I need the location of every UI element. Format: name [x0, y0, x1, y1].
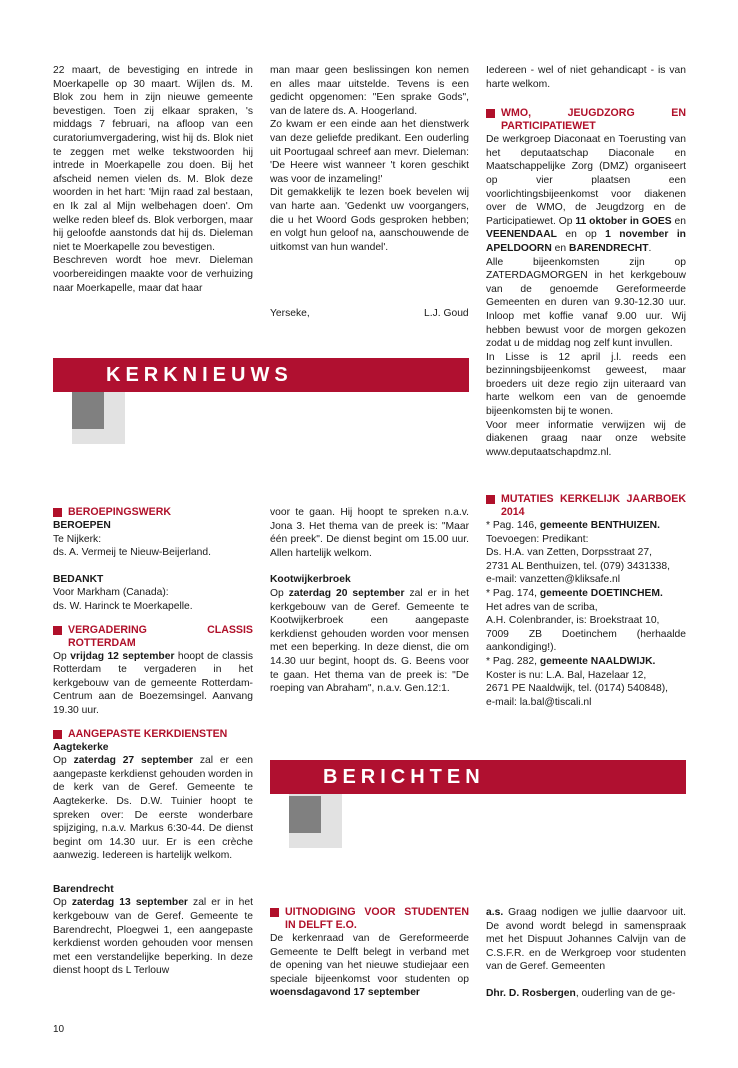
paragraph: man maar geen beslissingen kon nemen en alles maar uitstelde. Tevens is een gedicht opgenomen: "Een sprake Gods", van de latere ds. A. Hoogerland. [270, 65, 469, 117]
text-line: Ds. H.A. van Zetten, Dorpsstraat 27, [486, 547, 652, 559]
section-heading: WMO, JEUGDZORG EN PARTICIPATIEWET [486, 107, 686, 133]
col2-top [270, 64, 469, 254]
col1-top [53, 64, 253, 295]
section-heading: VERGADERING CLASSIS ROTTERDAM [53, 624, 253, 650]
section-heading: UITNODIGING VOOR STUDENTEN IN DELFT E.O. [270, 906, 469, 932]
paragraph: Op vrijdag 12 september hoopt de classis Rotterdam te vergaderen in het kerkgebouw van de gemeente Rotterdam-Centrum aan de Boezemsingel. Aanvang 19.30 uur. [53, 650, 253, 716]
paragraph: Dhr. D. Rosbergen, ouderling van de ge- [486, 987, 676, 999]
text-line: Te Nijkerk: [53, 533, 102, 545]
col3-bottom [486, 906, 686, 1001]
paragraph: voor te gaan. Hij hoopt te spreken n.a.v. Jona 3. Het thema van de preek is: "Maar één preek". De dienst begint om 15.00 uur. Allen hartelijk welkom. [270, 507, 469, 559]
text-line: Voor Markham (Canada): [53, 587, 169, 599]
text-line: 2671 PE Naaldwijk, tel. (0174) 540848), [486, 683, 669, 695]
paragraph: Zo kwam er een einde aan het dienstwerk van deze geliefde predikant. Een ouderling uit Poortugaal schreef aan mevr. Dieleman: 'De Heere wist wanneer 't koren geschikt was voor de inzameling!' [270, 119, 469, 185]
paragraph: Alle bijeenkomsten zijn op ZATERDAGMORGEN in het kerkgebouw van de genoemde Gereformeerde Gemeenten en duren van 9.30-12.30 uur. Inloop met koffie vanaf 9.00 uur. Wij hebben bewust voor de morgen gekozen zodat u de middag nog zelf kunt invullen. [486, 256, 686, 350]
banner-decoration-dark [289, 796, 321, 833]
text-line: ds. W. Harinck te Moerkapelle. [53, 600, 193, 612]
label: BEDANKT [53, 573, 104, 585]
signature-author: L.J. Goud [424, 308, 469, 319]
banner-decoration-dark [72, 392, 104, 429]
text-line: ds. A. Vermeij te Nieuw-Beijerland. [53, 547, 211, 559]
bullet-square-icon [270, 908, 279, 917]
text-line: Koster is nu: L.A. Bal, Hazelaar 12, [486, 669, 647, 681]
col2-lower [270, 506, 469, 696]
text-line: e-mail: vanzetten@kliksafe.nl [486, 574, 621, 586]
text-line: A.H. Colenbrander, is: Broekstraat 10, [486, 615, 660, 627]
paragraph: Op zaterdag 13 september zal er in het kerkgebouw van de Geref. Gemeente te Barendrecht, Ploegwei 1, een aangepaste kerkdienst worden gehouden voor mensen met een verstandelijke beperking. In deze dienst hoopt ds L Terlouw [53, 897, 253, 977]
col3-lower [486, 493, 686, 709]
label: Barendrecht [53, 883, 114, 895]
bullet-square-icon [486, 495, 495, 504]
label: Aagtekerke [53, 741, 109, 753]
kerknieuws-title: KERKNIEUWS [106, 364, 293, 386]
text-line: 2731 AL Benthuizen, tel. (079) 3431338, [486, 560, 670, 572]
text-line: Het adres van de scriba, [486, 601, 598, 613]
text-line: 7009 ZB Doetinchem (herhaalde aankondiging!). [486, 628, 686, 654]
label: Kootwijkerbroek [270, 574, 351, 586]
bullet-square-icon [486, 109, 495, 118]
signature-place: Yerseke, [270, 308, 310, 319]
col2-bottom [270, 906, 469, 1000]
bullet-square-icon [53, 508, 62, 517]
col1-lower [53, 506, 253, 978]
section-heading: AANGEPASTE KERKDIENSTEN [53, 728, 253, 741]
bullet-square-icon [53, 730, 62, 739]
label: BEROEPEN [53, 520, 111, 531]
section-heading: MUTATIES KERKELIJK JAARBOEK 2014 [486, 493, 686, 519]
col3-top [486, 64, 686, 459]
paragraph: De kerkenraad van de Gereformeerde Gemeente te Delft belegt in verband met de opening van het nieuwe studiejaar een speciale bijeenkomst voor studenten op woensdagavond 17 september [270, 933, 469, 999]
text-line: * Pag. 146, gemeente BENTHUIZEN. [486, 520, 660, 531]
paragraph: 22 maart, de bevestiging en intrede in Moerkapelle op 30 maart. Wijlen ds. M. Blok zou hem in zijn nieuwe gemeente bevestigen. Toen zij elkaar spraken, 's middags 7 februari, na afloop van een curatoriumvergadering, wist hij ds. Blok niet te zeggen met welke tekstwoorden hij intrede in Moerkapelle zou doen. Bij het afscheid nemen vielen ds. M. Blok deze woorden in het hart: 'Mijn raad zal bestaan, en Ik zal al Mijn welbehagen doen'. Om welke reden bleef ds. Blok verborgen, maar hij geloofde aanstonds dat hij ds. Dieleman niet te Moerkapelle zou bevestigen. [53, 65, 253, 253]
paragraph: Op zaterdag 20 september zal er in het kerkgebouw van de Geref. Gemeente te Kootwijkerbroek een aangepaste kerkdienst gehouden worden voor mensen met een beperking. In deze dienst, die om 14.30 uur begint, hoopt ds. G. Beens voor te gaan. Het thema van de preek is: "De roeping van Abraham", n.a.v. Gen.12:1. [270, 587, 469, 695]
paragraph: Beschreven wordt hoe mevr. Dieleman voorbereidingen maakte voor de verhuizing naar Moerkapelle, maar dat haar [53, 255, 253, 294]
bullet-square-icon [53, 626, 62, 635]
paragraph: Iedereen - wel of niet gehandicapt - is van harte welkom. [486, 65, 686, 90]
paragraph: a.s. Graag nodigen we jullie daarvoor uit. De avond wordt belegd in samenspraak met het Dispuut Johannes Calvijn van de C.S.F.R. en de Werkgroep voor studenten van de Geref. Gemeenten [486, 907, 686, 973]
berichten-title: BERICHTEN [323, 766, 485, 788]
paragraph: Voor meer informatie verwijzen wij de diakenen graag naar onze website www.deputaatschapdmz.nl. [486, 419, 686, 458]
text-line: * Pag. 174, gemeente DOETINCHEM. [486, 587, 663, 599]
paragraph: In Lisse is 12 april j.l. reeds een bezinningsbijeenkomst geweest, maar broeders uit deze regio zijn uiteraard van harte welkom een van de genoemde bijeenkomsten bij te wonen. [486, 351, 686, 418]
section-heading: BEROEPINGSWERK [53, 506, 253, 519]
paragraph: De werkgroep Diaconaat en Toerusting van het deputaatschap Diaconale en Maatschappelijke Zorg (DMZ) organiseert op vier plaatsen een voorlichtingsbijeenkomst voor diakenen over de WMO, de Jeugdzorg en de Participatiewet. Op 11 oktober in GOES en VEENENDAAL en op 1 november in APELDOORN en BARENDRECHT. [486, 134, 686, 254]
text-line: e-mail: la.bal@tiscali.nl [486, 696, 592, 708]
text-line: Toevoegen: Predikant: [486, 533, 589, 545]
paragraph: Dit gemakkelijk te lezen boek bevelen wij van harte aan. 'Gedenkt uw voorgangers, die u het Woord Gods gesproken hebben; en volgt hun geloof na, aanschouwende de uitkomst van hun wandel'. [270, 187, 469, 253]
text-line: * Pag. 282, gemeente NAALDWIJK. [486, 655, 656, 667]
paragraph: Op zaterdag 27 september zal er een aangepaste kerkdienst gehouden worden in de kerk van de Geref. Gemeente te Aagtekerke. Ds. D.W. Tuinier hoopt te spreken over: De eerste wonderbare spijziging, n.a.v. Markus 6:30-44. De dienst begint om 14.30 uur. Er is een crèche aanwezig. Iedereen is hartelijk welkom. [53, 755, 253, 862]
page-number: 10 [53, 1024, 65, 1035]
